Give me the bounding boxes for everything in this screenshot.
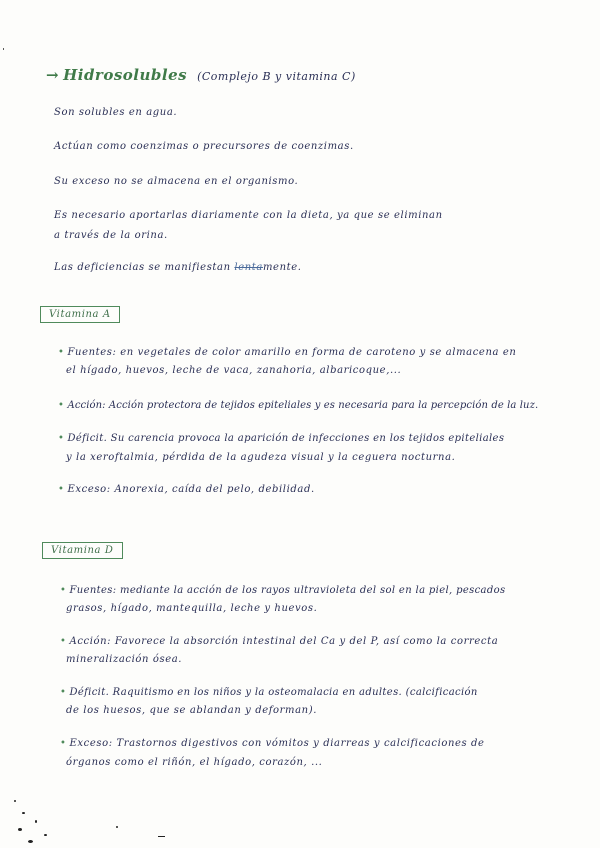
intro-line-4: Es necesario aportarlas diariamente con la dieta, ya que se eliminan (54, 210, 443, 221)
vitamin-d-line-2: grasos, hígado, mantequilla, leche y huevos. (66, 603, 318, 614)
bullet-icon: • (58, 484, 65, 495)
vitamin-d-label: Vitamina D (42, 542, 123, 559)
scan-speck (28, 840, 33, 843)
vitamin-d-line-8: órganos como el riñón, el hígado, corazón, ... (66, 757, 323, 768)
vitamin-d-line-5: • Déficit. Raquitismo en los niños y la osteomalacia en adultes. (calcificación (60, 687, 478, 698)
scan-speck (14, 800, 16, 802)
vitamin-a-line-3: • Acción: Acción protectora de tejidos epiteliales y es necesaria para la percepción de la luz. (58, 400, 539, 411)
vitamin-d-line-6: de los huesos, que se ablandan y deforman). (66, 705, 317, 716)
scan-speck (3, 48, 4, 50)
scan-speck (158, 836, 165, 837)
scan-speck (18, 828, 22, 831)
vitamin-a-line-2: el hígado, huevos, leche de vaca, zanahoria, albaricoque,... (66, 365, 402, 376)
heading-sub: (Complejo B y vitamina C) (197, 70, 356, 83)
scan-speck (22, 812, 25, 814)
vitamin-d-line-3: • Acción: Favorece la absorción intestinal del Ca y del P, así como la correcta (60, 636, 499, 647)
bullet-icon: • (60, 585, 67, 596)
bullet-icon: • (60, 636, 67, 647)
intro-line-3: Su exceso no se almacena en el organismo. (54, 176, 299, 187)
intro-line-2: Actúan como coenzimas o precursores de coenzimas. (54, 141, 354, 152)
bullet-icon: • (58, 433, 65, 444)
deficiency-text: Las deficiencias se manifiestan (54, 262, 235, 273)
heading-main: Hidrosolubles (63, 66, 188, 84)
vitamin-d-line-7: • Exceso: Trastornos digestivos con vómitos y diarreas y calcificaciones de (60, 738, 485, 749)
deficiency-line (54, 262, 302, 273)
vitamin-d-line-1: • Fuentes: mediante la acción de los rayos ultravioleta del sol en la piel, pescados (60, 585, 506, 596)
bullet-icon: • (60, 687, 67, 698)
struck-word: lenta (234, 262, 263, 273)
vitamin-a-line-5: y la xeroftalmia, pérdida de la agudeza visual y la ceguera nocturna. (66, 452, 456, 463)
vitamin-d-line-4: mineralización ósea. (66, 654, 183, 665)
arrow-icon: → (46, 66, 60, 84)
intro-line-5: a través de la orina. (54, 230, 168, 241)
vitamin-a-line-6: • Exceso: Anorexia, caída del pelo, debilidad. (58, 484, 315, 495)
scan-speck (35, 820, 37, 823)
vitamin-a-line-1: • Fuentes: en vegetales de color amarillo en forma de caroteno y se almacena en (58, 347, 517, 358)
bullet-icon: • (58, 347, 65, 358)
vitamin-a-line-4: • Déficit. Su carencia provoca la aparición de infecciones en los tejidos epiteliales (58, 433, 505, 444)
bullet-icon: • (58, 400, 65, 411)
intro-line-1: Son solubles en agua. (54, 107, 178, 118)
vitamin-a-label: Vitamina A (40, 306, 120, 323)
scan-speck (116, 826, 118, 828)
bullet-icon: • (60, 738, 67, 749)
scan-speck (44, 834, 47, 836)
deficiency-end: mente. (262, 262, 302, 273)
section-heading (46, 66, 356, 84)
